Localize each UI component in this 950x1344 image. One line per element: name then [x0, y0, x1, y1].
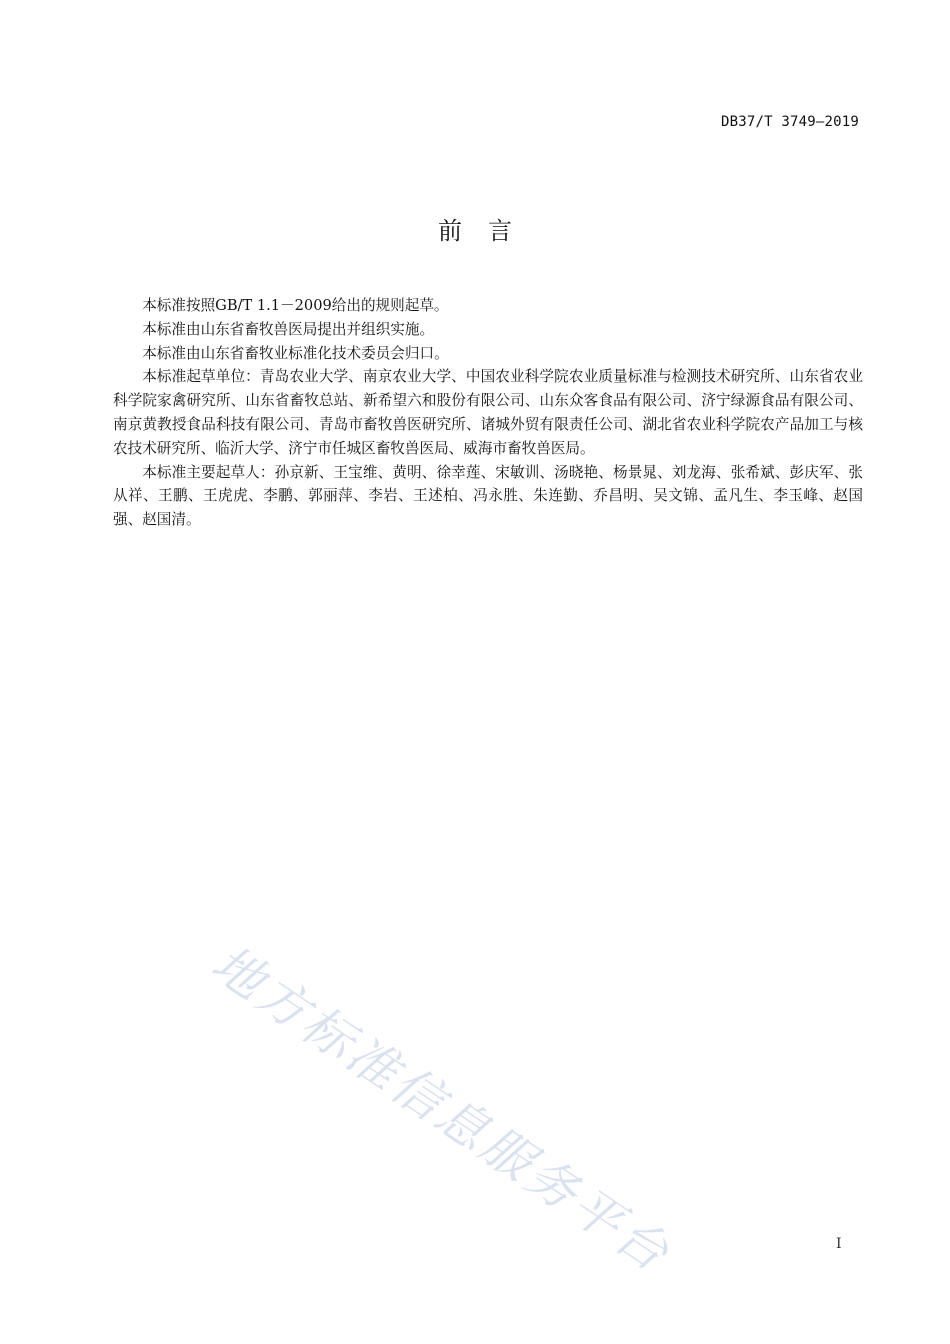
paragraph-proposer: 本标准由山东省畜牧兽医局提出并组织实施。 — [142, 320, 435, 338]
paragraph-drafting-rules: 本标准按照GB/T 1.1－2009给出的规则起草。 — [142, 297, 449, 314]
paragraph-drafting-units: 本标准起草单位：青岛农业大学、南京农业大学、中国农业科学院农业质量标准与检测技术研究所、山东省农业科学院家禽研究所、山东省畜牧总站、新希望六和股份有限公司、山东众客食品有限公司、济宁绿源食品有限公司、南京黄教授食品科技有限公司、青岛市畜牧兽医研究所、诸城外贸有限责任公司、湖北省农业科学院农产品加工与核农技术研究所、临沂大学、济宁市任城区畜牧兽医局、威海市畜牧兽医局。 — [113, 368, 863, 457]
title-char-1: 前 — [438, 217, 462, 245]
watermark: 地方标准信息服务平台 — [201, 934, 682, 1285]
page-number: I — [836, 1236, 842, 1252]
foreword-body — [113, 294, 863, 532]
paragraph-centralized-by: 本标准由山东省畜牧业标准化技术委员会归口。 — [142, 344, 449, 362]
document-code: DB37/T 3749—2019 — [720, 114, 859, 130]
title-char-2: 言 — [488, 217, 512, 245]
page-title — [0, 211, 950, 246]
paragraph-main-drafters: 本标准主要起草人：孙京新、王宝维、黄明、徐幸莲、宋敏训、汤晓艳、杨景晁、刘龙海、张希斌、彭庆军、张从祥、王鹏、王虎虎、李鹏、郭丽萍、李岩、王述柏、冯永胜、朱连勤、乔昌明、吴文锦、孟凡生、李玉峰、赵国强、赵国清。 — [113, 463, 863, 529]
